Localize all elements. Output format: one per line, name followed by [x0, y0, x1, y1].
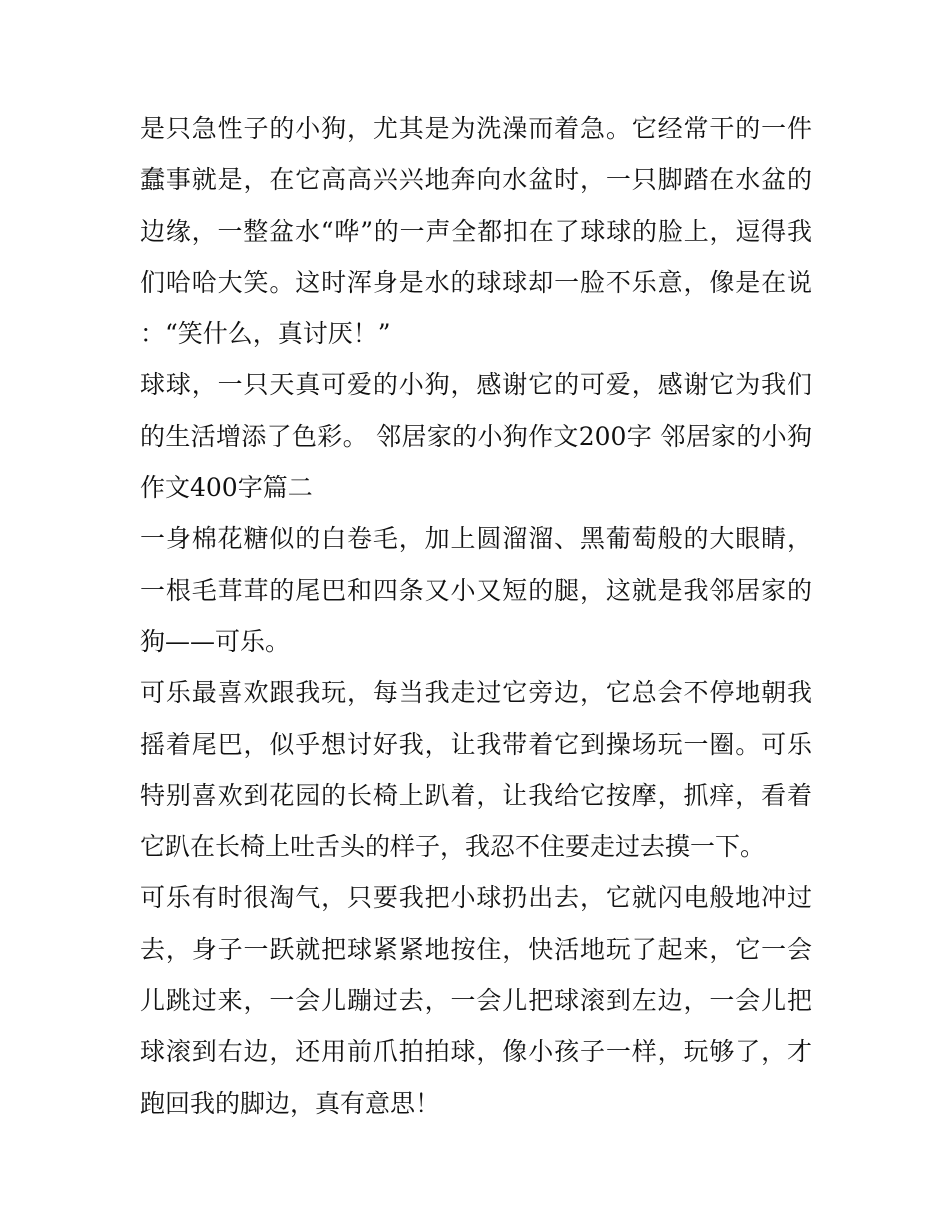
document-body: [140, 103, 812, 1129]
paragraph-kele-intro: 一身棉花糖似的白卷毛，加上圆溜溜、黑葡萄般的大眼睛，一根毛茸茸的尾巴和四条又小又短的腿，这就是我邻居家的狗——可乐。: [140, 524, 812, 656]
paragraph-qiuqiu-bath: 是只急性子的小狗，尤其是为洗澡而着急。它经常干的一件蠢事就是，在它高高兴兴地奔向水盆时，一只脚踏在水盆的边缘，一整盆水“哗”的一声全都扣在了球球的脸上，逗得我们哈哈大笑。这时浑身是水的球球却一脸不乐意，像是在说：“笑什么，真讨厌！”: [140, 114, 812, 349]
paragraph-kele-play: 可乐最喜欢跟我玩，每当我走过它旁边，它总会不停地朝我摇着尾巴，似乎想讨好我，让我带着它到操场玩一圈。可乐特别喜欢到花园的长椅上趴着，让我给它按摩，抓痒，看着它趴在长椅上吐舌头的样子，我忍不住要走过去摸一下。: [140, 678, 812, 862]
paragraph-qiuqiu-thanks: 球球，一只天真可爱的小狗，感谢它的可爱，感谢它为我们的生活增添了色彩。 邻居家的小狗作文200字 邻居家的小狗作文400字篇二: [140, 370, 812, 503]
paragraph-kele-naughty: 可乐有时很淘气，只要我把小球扔出去，它就闪电般地冲过去，身子一跃就把球紧紧地按住，快活地玩了起来，它一会儿跳过来，一会儿蹦过去，一会儿把球滚到左边，一会儿把球滚到右边，还用前爪拍拍球，像小孩子一样，玩够了，才跑回我的脚边，真有意思！: [140, 883, 812, 1118]
